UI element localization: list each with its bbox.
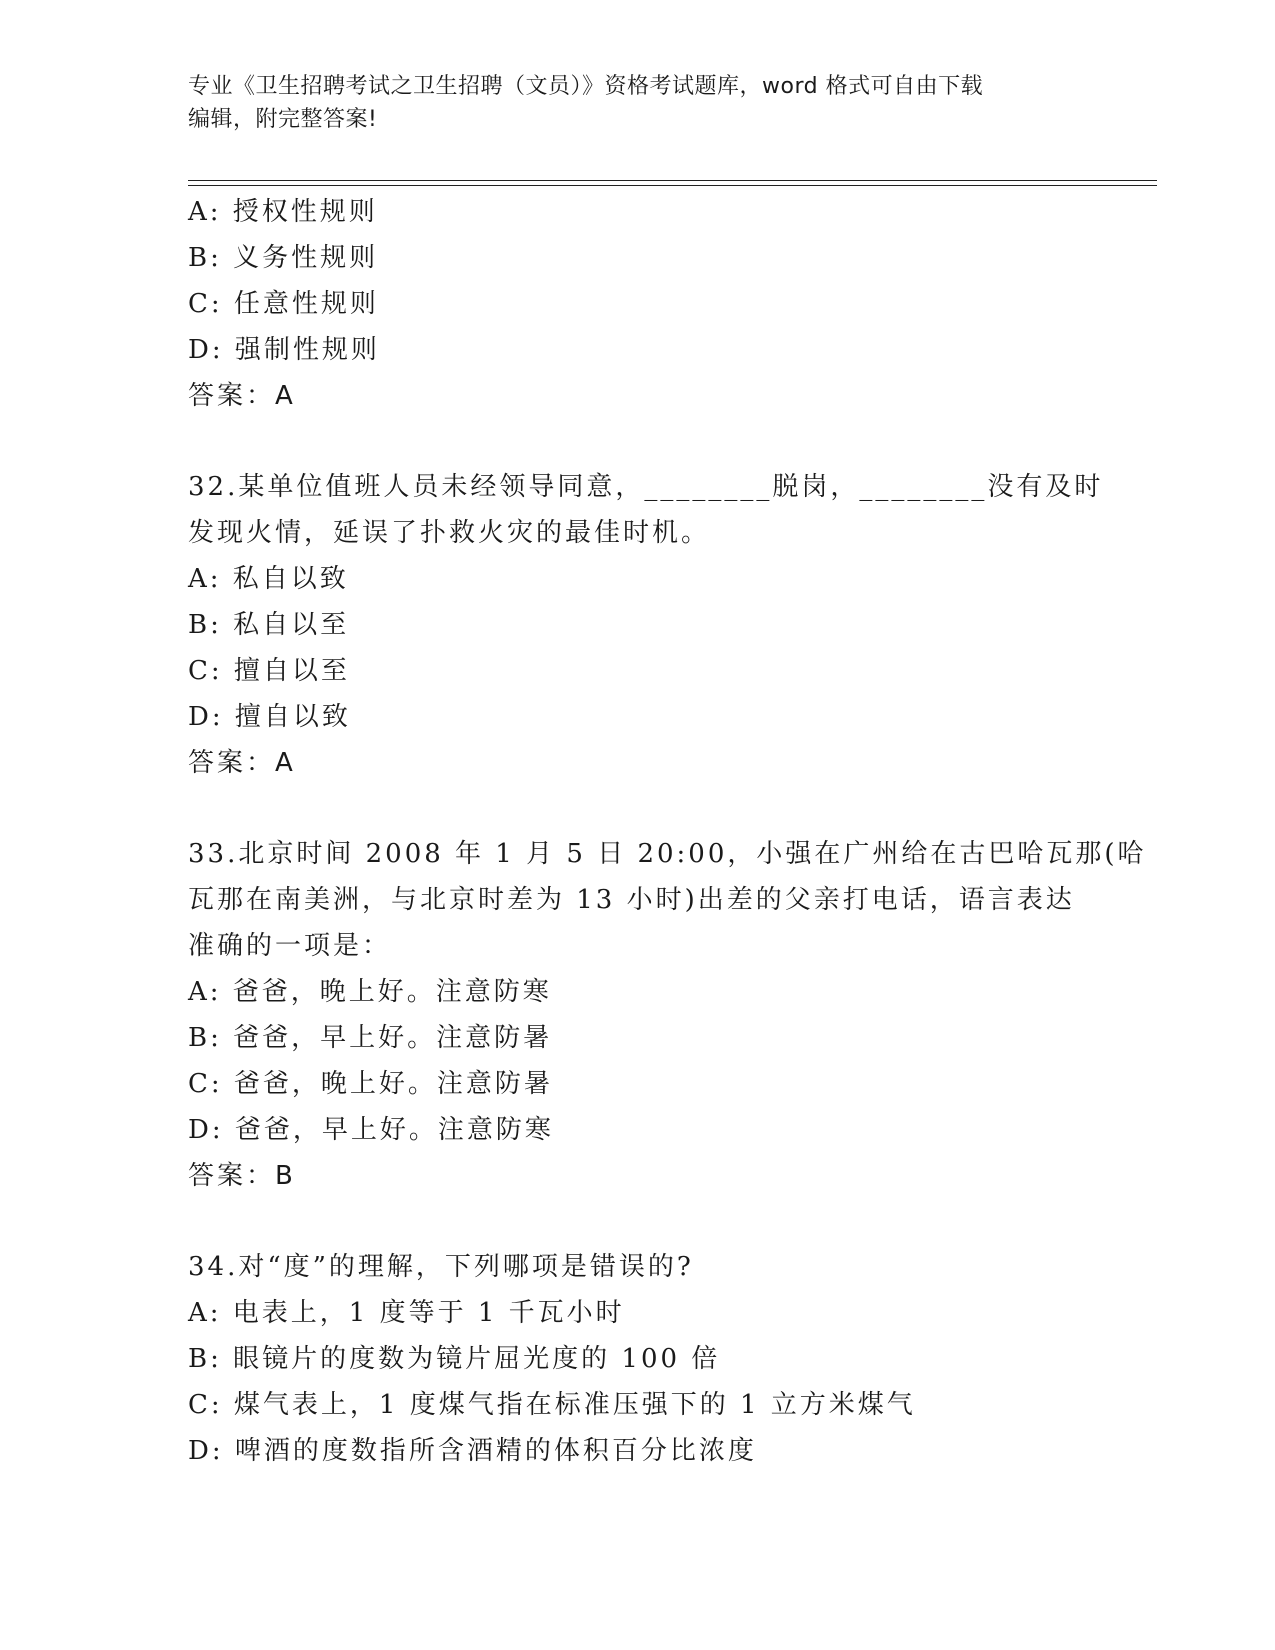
option-b: B: 义务性规则 [188,243,379,273]
option-c: C: 煤气表上，1 度煤气指在标准压强下的 1 立方米煤气 [188,1390,916,1420]
question-31-options [188,189,1088,419]
option-b: B: 私自以至 [188,610,350,640]
question-32 [188,464,1104,786]
option-a: A: 私自以致 [188,564,349,594]
header-divider-top [188,180,1157,181]
answer: 答案：A [188,381,296,411]
question-text: 瓦那在南美洲，与北京时差为 13 小时)出差的父亲打电话，语言表达 [188,885,1075,915]
option-c: C: 擅自以至 [188,656,350,686]
option-b: B: 眼镜片的度数为镜片屈光度的 100 倍 [188,1344,721,1374]
question-33 [188,831,1147,1199]
option-a: A: 爸爸，晚上好。注意防寒 [188,977,552,1007]
option-d: D: 爸爸，早上好。注意防寒 [188,1115,554,1145]
header-divider-bottom [188,185,1157,186]
option-a: A: 授权性规则 [188,197,378,227]
question-text: 32.某单位值班人员未经领导同意，________脱岗，________没有及时 [188,472,1104,502]
header-line-1: 专业《卫生招聘考试之卫生招聘（文员）》资格考试题库，word 格式可自由下载 [188,74,984,99]
document-header [188,70,1088,136]
option-c: C: 爸爸，晚上好。注意防暑 [188,1069,553,1099]
question-text: 发现火情，延误了扑救火灾的最佳时机。 [188,518,711,548]
option-d: D: 强制性规则 [188,335,380,365]
answer: 答案：B [188,1161,296,1191]
header-line-2: 编辑，附完整答案! [188,107,378,132]
option-a: A: 电表上，1 度等于 1 千瓦小时 [188,1298,625,1328]
question-list [188,189,1147,1474]
question-text: 33.北京时间 2008 年 1 月 5 日 20:00，小强在广州给在古巴哈瓦那(哈 [188,839,1147,869]
question-text: 34.对“度”的理解，下列哪项是错误的? [188,1252,694,1282]
question-text: 准确的一项是： [188,931,392,961]
option-d: D: 擅自以致 [188,702,351,732]
option-c: C: 任意性规则 [188,289,379,319]
question-34 [188,1244,1088,1474]
answer: 答案：A [188,748,296,778]
option-d: D: 啤酒的度数指所含酒精的体积百分比浓度 [188,1436,757,1466]
option-b: B: 爸爸，早上好。注意防暑 [188,1023,553,1053]
